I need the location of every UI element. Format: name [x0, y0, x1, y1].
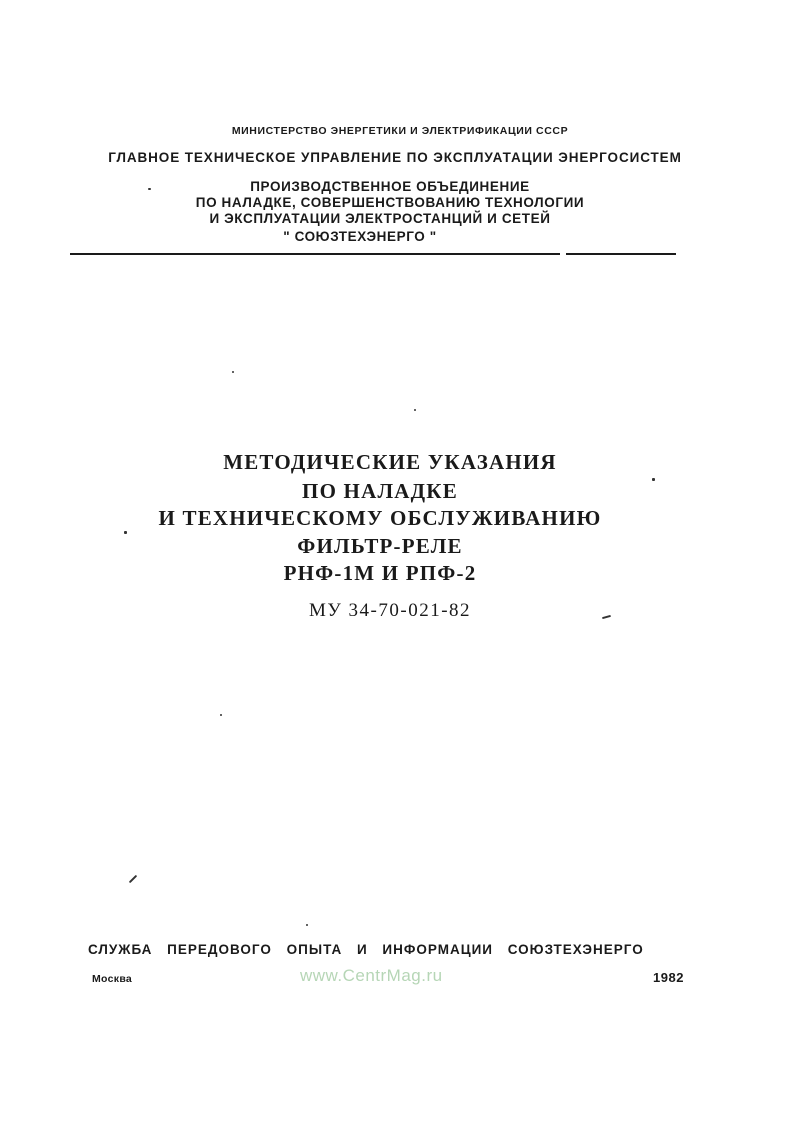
scan-speck: [124, 531, 127, 534]
scan-speck: [414, 409, 416, 411]
header-divider-end: [566, 253, 676, 255]
publication-year: 1982: [653, 970, 684, 985]
publication-city: Москва: [92, 973, 133, 985]
title-line-1: МЕТОДИЧЕСКИЕ УКАЗАНИЯ: [223, 450, 557, 474]
publisher-service: СЛУЖБА ПЕРЕДОВОГО ОПЫТА И ИНФОРМАЦИИ СОЮЗТЕХЭНЕРГО: [88, 942, 644, 957]
scan-speck: [306, 924, 308, 926]
scan-speck: [148, 188, 151, 190]
title-line-4: ФИЛЬТР-РЕЛЕ: [297, 534, 463, 558]
association-name: " СОЮЗТЕХЭНЕРГО ": [283, 229, 437, 244]
scan-speck: [220, 714, 222, 716]
scan-speck: [232, 371, 234, 373]
scan-speck: [652, 478, 655, 481]
watermark-url: www.CentrMag.ru: [300, 966, 443, 985]
document-code: МУ 34-70-021-82: [308, 600, 472, 621]
association-line-2: ПО НАЛАДКЕ, СОВЕРШЕНСТВОВАНИЮ ТЕХНОЛОГИИ: [195, 195, 585, 210]
directorate-heading: ГЛАВНОЕ ТЕХНИЧЕСКОЕ УПРАВЛЕНИЕ ПО ЭКСПЛУАТАЦИИ ЭНЕРГОСИСТЕМ: [108, 150, 682, 165]
ministry-heading: МИНИСТЕРСТВО ЭНЕРГЕТИКИ И ЭЛЕКТРИФИКАЦИИ СССР: [231, 125, 569, 137]
title-line-3: И ТЕХНИЧЕСКОМУ ОБСЛУЖИВАНИЮ: [158, 506, 602, 530]
title-line-2: ПО НАЛАДКЕ: [302, 479, 458, 503]
title-line-5: РНФ-1М И РПФ-2: [283, 561, 477, 585]
association-line-3: И ЭКСПЛУАТАЦИИ ЭЛЕКТРОСТАНЦИЙ И СЕТЕЙ: [209, 211, 551, 226]
scan-speck: [129, 875, 137, 883]
association-line-1: ПРОИЗВОДСТВЕННОЕ ОБЪЕДИНЕНИЕ: [250, 179, 530, 194]
header-divider: [70, 253, 560, 255]
